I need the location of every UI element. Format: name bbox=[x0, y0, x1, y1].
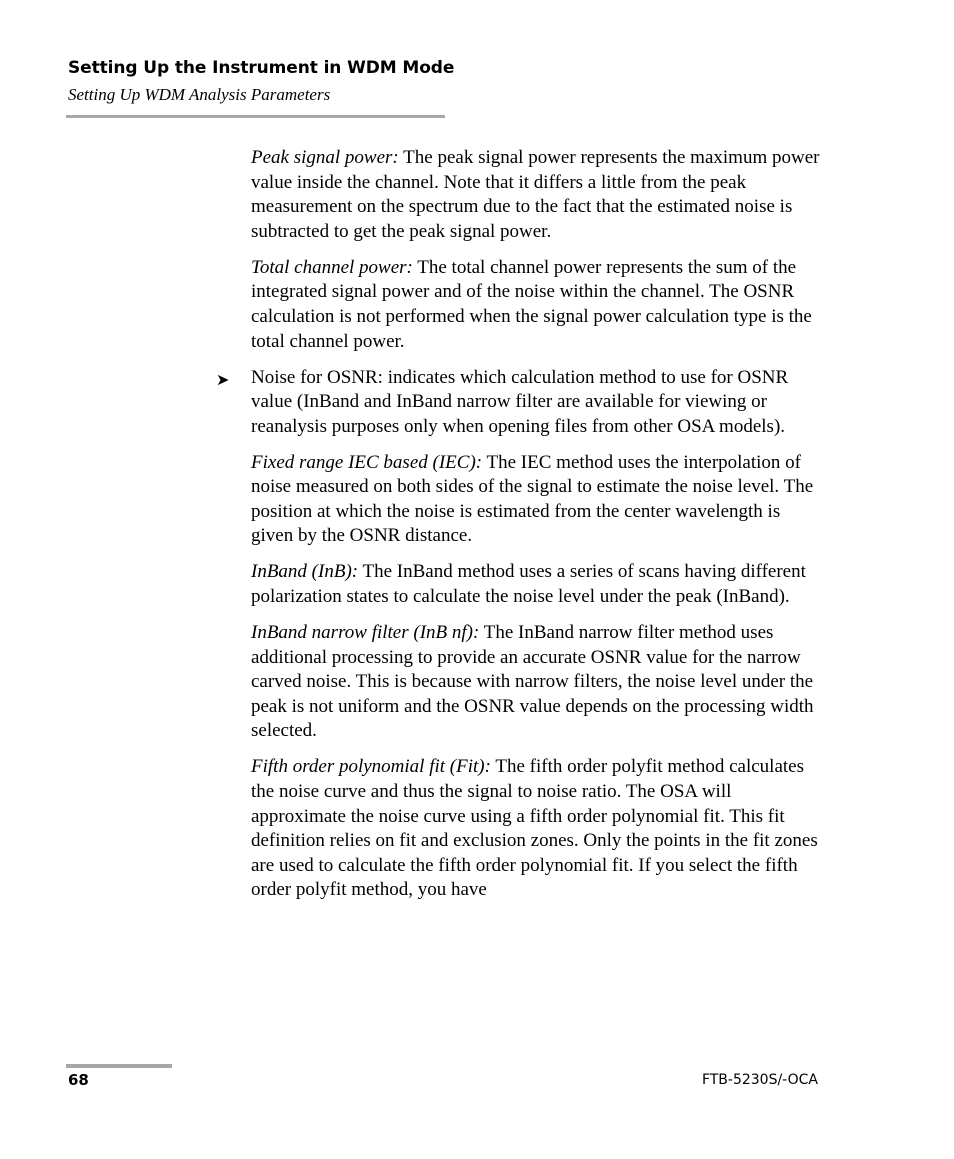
paragraph-text: The fifth order polyfit method calculates the noise curve and thus the signal to noise ratio. The OSA will approximate the noise curve using a fifth order polynomial fit. This fit definition relies on fit and exclusion zones. Only the points in the fit zones are used to calculate the fifth order polynomial fit. If you select the fifth order polyfit method, you have bbox=[251, 756, 818, 901]
arrow-bullet-icon: ➤ bbox=[216, 369, 230, 389]
header-divider bbox=[66, 115, 445, 118]
bullet-noise-for-osnr bbox=[216, 366, 826, 440]
paragraph-polynomial-fit-method bbox=[251, 755, 826, 903]
body-content bbox=[216, 146, 826, 914]
page-number: 68 bbox=[68, 1071, 89, 1089]
paragraph-inband-narrow-filter-method bbox=[251, 621, 826, 744]
paragraph-peak-signal-power bbox=[251, 146, 826, 244]
paragraph-inband-method bbox=[251, 560, 826, 609]
paragraph-text: The peak signal power represents the maximum power value inside the channel. Note that it differs a little from the peak measurement on the spectrum due to the fact that the estimated noise is subtracted to get the peak signal power. bbox=[251, 147, 820, 242]
footer-divider bbox=[66, 1064, 172, 1068]
term-label: Fifth order polynomial fit (Fit): bbox=[251, 756, 491, 778]
section-subtitle: Setting Up WDM Analysis Parameters bbox=[68, 85, 331, 104]
paragraph-text: The InBand narrow filter method uses additional processing to provide an accurate OSNR value for the narrow carved noise. This is because with narrow filters, the noise level under the peak is not uniform and the OSNR value depends on the processing width selected. bbox=[251, 622, 814, 742]
paragraph-text: The InBand method uses a series of scans having different polarization states to calculate the noise level under the peak (InBand). bbox=[251, 561, 806, 608]
bullet-text: Noise for OSNR: indicates which calculation method to use for OSNR value (InBand and InBand narrow filter are available for viewing or reanalysis purposes only when opening files from other OSA models). bbox=[251, 366, 789, 437]
paragraph-iec-method bbox=[251, 451, 826, 549]
term-label: Peak signal power: bbox=[251, 147, 399, 168]
term-label: InBand narrow filter (InB nf): bbox=[251, 622, 480, 644]
running-header bbox=[68, 56, 454, 106]
paragraph-text: The IEC method uses the interpolation of noise measured on both sides of the signal to estimate the noise level. The position at which the noise is estimated from the center wavelength is given by the OSNR distance. bbox=[251, 451, 814, 547]
chapter-title: Setting Up the Instrument in WDM Mode bbox=[68, 58, 455, 78]
term-label: Total channel power: bbox=[251, 256, 413, 278]
term-label: Fixed range IEC based (IEC): bbox=[251, 451, 483, 473]
product-name: FTB-5230S/-OCA bbox=[701, 1072, 818, 1088]
term-label: InBand (InB): bbox=[251, 561, 359, 583]
paragraph-total-channel-power bbox=[251, 256, 826, 354]
paragraph-text: The total channel power represents the sum of the integrated signal power and of the noise within the channel. The OSNR calculation is not performed when the signal power calculation type is the total channel power. bbox=[251, 256, 812, 352]
